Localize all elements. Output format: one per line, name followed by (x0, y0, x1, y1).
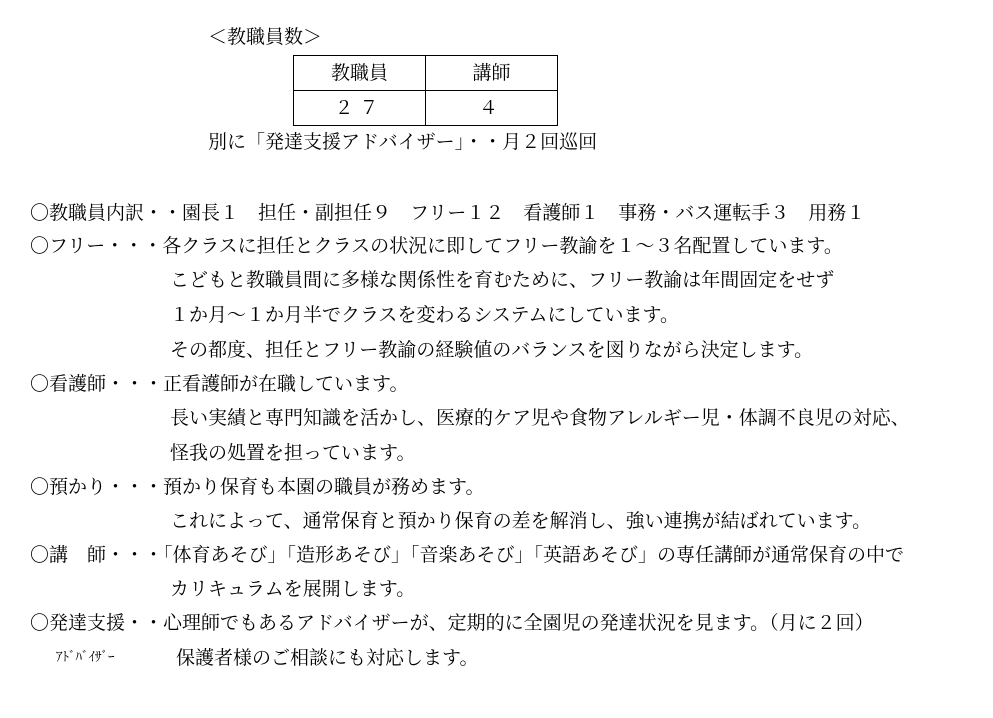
value-staff: ２７ (294, 91, 426, 126)
lecturer-detail: カリキュラムを展開します。 (170, 578, 416, 600)
free-teacher-detail-3: その都度、担任とフリー教諭の経験値のバランスを図りながら決定します。 (170, 339, 814, 361)
nurse-detail-1: 長い実績と専門知識を活かし、医療的ケア児や食物アレルギー児・体調不良児の対応、 (170, 407, 910, 429)
consultation-line: 保護者様のご相談にも対応します。 (176, 647, 479, 669)
advisor-note: 別に「発達支援アドバイザー」・・月２回巡回 (208, 131, 598, 153)
header-lecturer: 講師 (426, 56, 558, 91)
table-value-row (294, 91, 558, 126)
childcare-detail: これによって、通常保育と預かり保育の差を解消し、強い連携が結ばれています。 (170, 510, 872, 532)
advisor-small-label: ｱﾄﾞﾊﾞｲｻﾞｰ (56, 650, 115, 665)
lecturer-line: 〇講 師・・・「体育あそび」「造形あそび」「音楽あそび」「英語あそび」の専任講師が通常保育の中で (30, 544, 905, 566)
value-lecturer: ４ (426, 91, 558, 126)
header-staff: 教職員 (294, 56, 426, 91)
staff-count-heading: ＜教職員数＞ (208, 26, 323, 48)
nurse-detail-2: 怪我の処置を担っています。 (170, 442, 416, 464)
nurse-line: 〇看護師・・・正看護師が在職しています。 (30, 373, 409, 395)
free-teacher-line: 〇フリー・・・各クラスに担任とクラスの状況に即してフリー教諭を１～３名配置しています。 (30, 235, 843, 257)
development-support-line: 〇発達支援・・心理師でもあるアドバイザーが、定期的に全園児の発達状況を見ます。（月に２回） (30, 612, 874, 634)
childcare-line: 〇預かり・・・預かり保育も本園の職員が務めます。 (30, 476, 485, 498)
table-header-row (294, 56, 558, 91)
free-teacher-detail-1: こどもと教職員間に多様な関係性を育むために、フリー教諭は年間固定をせず (170, 269, 835, 291)
free-teacher-detail-2: １か月～１か月半でクラスを変わるシステムにしています。 (170, 304, 680, 326)
staff-count-table (293, 55, 558, 126)
staff-breakdown-line: 〇教職員内訳・・園長１ 担任・副担任９ フリー１２ 看護師１ 事務・バス運転手３ 用務１ (30, 202, 866, 224)
